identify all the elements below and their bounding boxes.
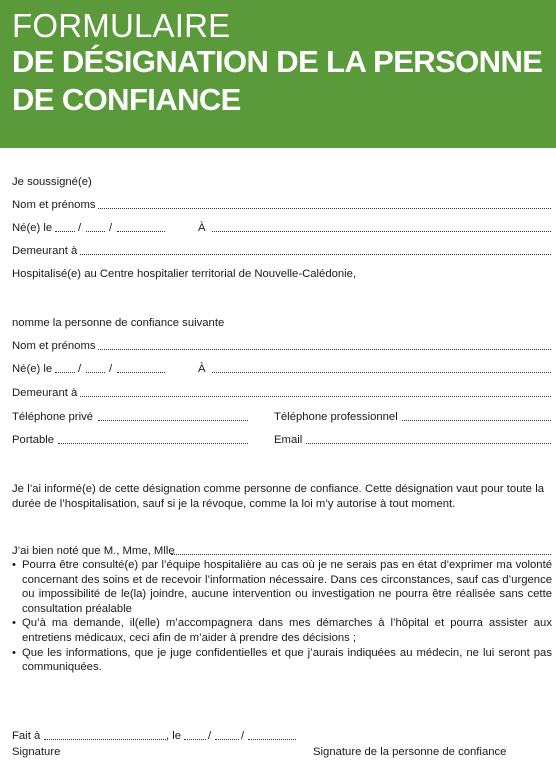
email-field[interactable] <box>306 442 551 444</box>
note-bullet-accompagnement: • Qu’à ma demande, il(elle) m’accompagnera dans mes démarches à l’hôpital et pourra assister aux entretiens médicaux, ceci afin de m’aider à prendre des décisions ; <box>12 616 552 645</box>
soussigne-nom-label: Nom et prénoms <box>12 199 96 211</box>
personne-nom-label: Nom et prénoms <box>12 340 96 352</box>
fait-a-field[interactable] <box>44 738 166 740</box>
portable-label: Portable <box>12 434 55 446</box>
header-title-line1: FORMULAIRE <box>12 7 231 44</box>
date-separator: / <box>78 363 82 375</box>
signature-confiance-label: Signature de la personne de confiance <box>313 746 507 758</box>
soussigne-mois-field[interactable] <box>86 230 105 232</box>
date-label: , le <box>166 730 182 742</box>
footer-jour-field[interactable] <box>184 738 206 740</box>
tel-prive-field[interactable] <box>98 419 248 421</box>
footer-annee-field[interactable] <box>248 738 296 740</box>
header-title-line3: DE CONFIANCE <box>12 82 241 117</box>
note-nom-field[interactable] <box>171 553 551 555</box>
soussigne-annee-field[interactable] <box>117 230 165 232</box>
personne-mois-field[interactable] <box>86 371 105 373</box>
portable-field[interactable] <box>58 442 248 444</box>
soussigne-lieu-label: À <box>198 222 206 234</box>
personne-jour-field[interactable] <box>55 371 75 373</box>
note-bullet-list <box>12 558 552 675</box>
note-bullet-consultation: • Pourra être consulté(e) par l’équipe hospitalière au cas où je ne serais pas en état d’exprimer ma volonté concernant des soins et de recevoir l’information nécessaire. Dans ces circonstances, sauf cas d’urgence ou impossibilité de le(la) joindre, aucune intervention ou investigation ne pourra être réalisée sans cette consultation préalable <box>12 558 552 616</box>
tel-pro-label: Téléphone professionnel <box>274 411 398 423</box>
personne-demeurant-label: Demeurant à <box>12 387 78 399</box>
hospitalise-text: Hospitalisé(e) au Centre hospitalier territorial de Nouvelle-Calédonie, <box>12 268 357 280</box>
soussigne-jour-field[interactable] <box>55 230 75 232</box>
personne-intro: nomme la personne de confiance suivante <box>12 317 225 329</box>
note-bullet-confidentialite: • Que les informations, que je juge confidentielles et que j’aurais indiquées au médecin, ne lui seront pas communiquées. <box>12 646 552 675</box>
date-separator: / <box>208 730 212 742</box>
soussigne-demeurant-label: Demeurant à <box>12 245 78 257</box>
soussigne-label: Je soussigné(e) <box>12 176 92 188</box>
soussigne-nom-field[interactable] <box>98 207 551 209</box>
personne-lieu-field[interactable] <box>212 371 551 373</box>
personne-annee-field[interactable] <box>117 371 165 373</box>
footer-mois-field[interactable] <box>215 738 239 740</box>
note-intro: J’ai bien noté que M., Mme, Mlle <box>12 545 175 557</box>
date-separator: / <box>241 730 245 742</box>
fait-a-label: Fait à <box>12 730 41 742</box>
soussigne-demeurant-field[interactable] <box>80 253 551 255</box>
personne-naissance-label: Né(e) le <box>12 363 53 375</box>
tel-prive-label: Téléphone privé <box>12 411 94 423</box>
personne-lieu-label: À <box>198 363 206 375</box>
personne-demeurant-field[interactable] <box>80 395 551 397</box>
date-separator: / <box>109 363 113 375</box>
email-label: Email <box>274 434 303 446</box>
information-paragraph: Je l’ai informé(e) de cette désignation comme personne de confiance. Cette désignation vaut pour toute la durée de l’hospitalisation, sauf si je la révoque, comme la loi m’y autorise à tout moment. <box>12 483 544 510</box>
date-separator: / <box>109 222 113 234</box>
header-title-line2: DE DÉSIGNATION DE LA PERSONNE <box>12 44 543 79</box>
date-separator: / <box>78 222 82 234</box>
soussigne-lieu-field[interactable] <box>212 230 551 232</box>
soussigne-naissance-label: Né(e) le <box>12 222 53 234</box>
personne-nom-field[interactable] <box>98 348 551 350</box>
signature-label: Signature <box>12 746 61 758</box>
form-header <box>0 0 556 148</box>
tel-pro-field[interactable] <box>402 419 551 421</box>
